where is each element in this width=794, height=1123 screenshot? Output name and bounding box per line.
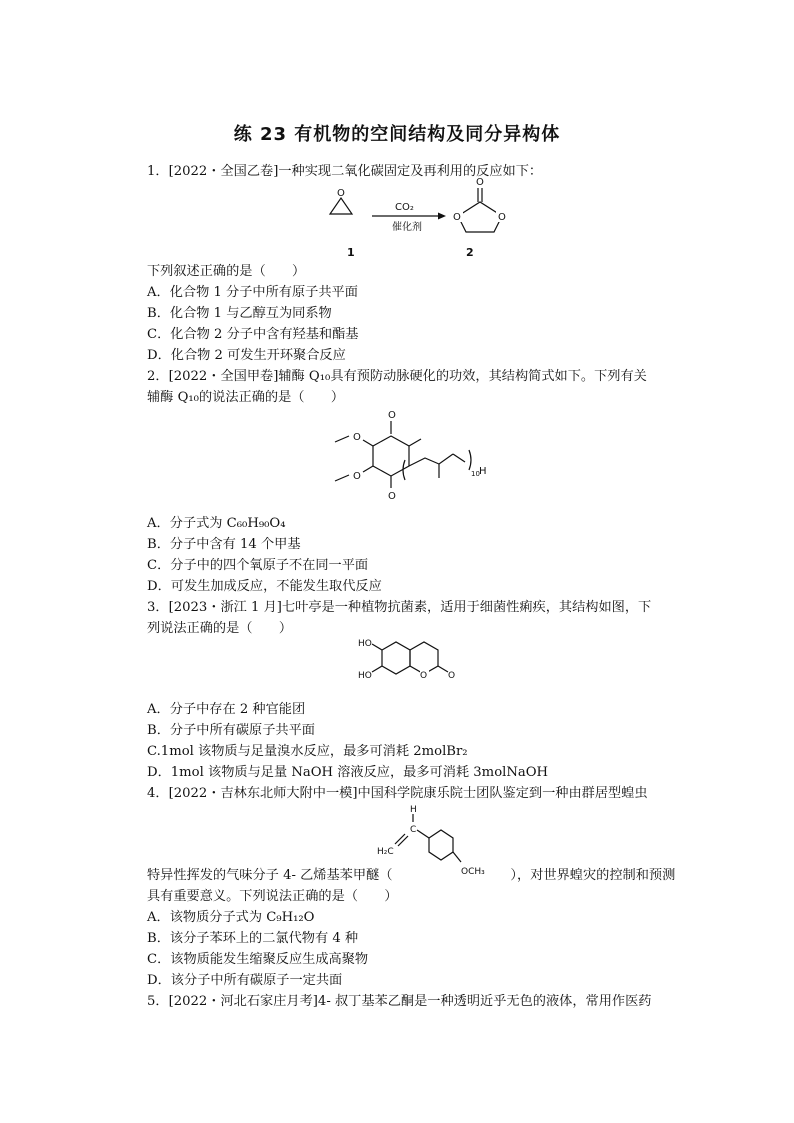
reaction-scheme-q1 — [330, 177, 550, 262]
esculetin-structure — [358, 638, 468, 698]
carbonyl-oxygen: O — [476, 177, 484, 188]
q1-option-b[interactable]: B．化合物 1 与乙醇互为同系物 — [147, 306, 332, 321]
svg-text:10: 10 — [471, 470, 480, 478]
compound-1-label: 1 — [347, 246, 355, 259]
svg-text:H: H — [479, 466, 487, 477]
q3-option-b[interactable]: B．分子中所有碳原子共平面 — [147, 723, 315, 738]
coenzyme-q10-structure — [325, 408, 505, 508]
ring-oxygen-right: O — [498, 212, 506, 223]
question-2-stem-line1: 2．[2022・全国甲卷]辅酶 Q₁₀具有预防动脉硬化的功效，其结构简式如下。下列有关 — [147, 369, 647, 384]
q2-option-b[interactable]: B．分子中含有 14 个甲基 — [147, 537, 301, 552]
question-3-stem-line1: 3．[2023・浙江 1 月]七叶亭是一种植物抗菌素，适用于细菌性痢疾，其结构如图，下 — [147, 600, 652, 615]
svg-text:C: C — [410, 825, 417, 835]
epoxide-oxygen-label: O — [337, 188, 345, 199]
question-1-prompt: 下列叙述正确的是（ ） — [147, 264, 306, 279]
question-5-stem-line1: 5．[2022・河北石家庄月考]4- 叔丁基苯乙酮是一种透明近乎无色的液体，常用作医药 — [147, 994, 652, 1009]
stem-line2-before: 特异性挥发的气味分子 4- 乙烯基苯甲醚（ — [147, 868, 393, 883]
svg-text:OCH₃: OCH₃ — [461, 867, 485, 877]
q4-option-d[interactable]: D．该分子中所有碳原子一定共面 — [147, 973, 343, 988]
reagent-catalyst: 催化剂 — [392, 222, 422, 233]
q4-option-b[interactable]: B．该分子苯环上的二氯代物有 4 种 — [147, 931, 359, 946]
svg-text:HO: HO — [358, 639, 372, 649]
svg-text:O: O — [353, 471, 361, 482]
svg-text:HO: HO — [358, 671, 372, 681]
q3-option-d[interactable]: D．1mol 该物质与足量 NaOH 溶液反应，最多可消耗 3molNaOH — [147, 765, 549, 780]
svg-text:O: O — [448, 671, 456, 681]
q2-option-d[interactable]: D．可发生加成反应，不能发生取代反应 — [147, 579, 382, 594]
q3-option-a[interactable]: A．分子中存在 2 种官能团 — [147, 702, 306, 717]
svg-text:O: O — [353, 432, 361, 443]
q2-option-c[interactable]: C．分子中的四个氧原子不在同一平面 — [147, 558, 369, 573]
q2-option-a[interactable]: A．分子式为 C₆₀H₉₀O₄ — [147, 516, 286, 531]
question-1-stem: 1．[2022・全国乙卷]一种实现二氧化碳固定及再利用的反应如下： — [147, 164, 543, 179]
q4-option-a[interactable]: A．该物质分子式为 C₉H₁₂O — [147, 910, 315, 925]
reagent-co2: CO₂ — [395, 202, 414, 213]
svg-text:O: O — [420, 671, 428, 681]
q1-option-c[interactable]: C．化合物 2 分子中含有羟基和酯基 — [147, 327, 359, 342]
ring-oxygen-left: O — [453, 212, 461, 223]
question-4-stem-line2 — [147, 866, 687, 886]
question-4-stem-line1: 4．[2022・吉林东北师大附中一模]中国科学院康乐院士团队鉴定到一种由群居型蝗虫 — [147, 786, 648, 801]
svg-text:H₂C: H₂C — [377, 847, 394, 857]
svg-text:O: O — [388, 491, 396, 502]
question-2-stem-line2: 辅酶 Q₁₀的说法正确的是（ ） — [147, 390, 345, 405]
compound-2-label: 2 — [466, 246, 474, 259]
q4-option-c[interactable]: C．该物质能发生缩聚反应生成高聚物 — [147, 952, 369, 967]
question-4-stem-line3: 具有重要意义。下列说法正确的是（ ） — [147, 889, 398, 904]
stem-line2-after: ），对世界蝗灾的控制和预测 — [510, 868, 676, 883]
q1-option-a[interactable]: A．化合物 1 分子中所有原子共平面 — [147, 285, 358, 300]
question-3-stem-line2: 列说法正确的是（ ） — [147, 621, 293, 636]
q1-option-d[interactable]: D．化合物 2 可发生开环聚合反应 — [147, 348, 346, 363]
svg-text:O: O — [388, 410, 396, 421]
svg-text:H: H — [410, 805, 417, 815]
page-title: 练 23 有机物的空间结构及同分异构体 — [233, 124, 561, 145]
q3-option-c[interactable]: C.1mol 该物质与足量溴水反应，最多可消耗 2molBr₂ — [147, 744, 468, 759]
